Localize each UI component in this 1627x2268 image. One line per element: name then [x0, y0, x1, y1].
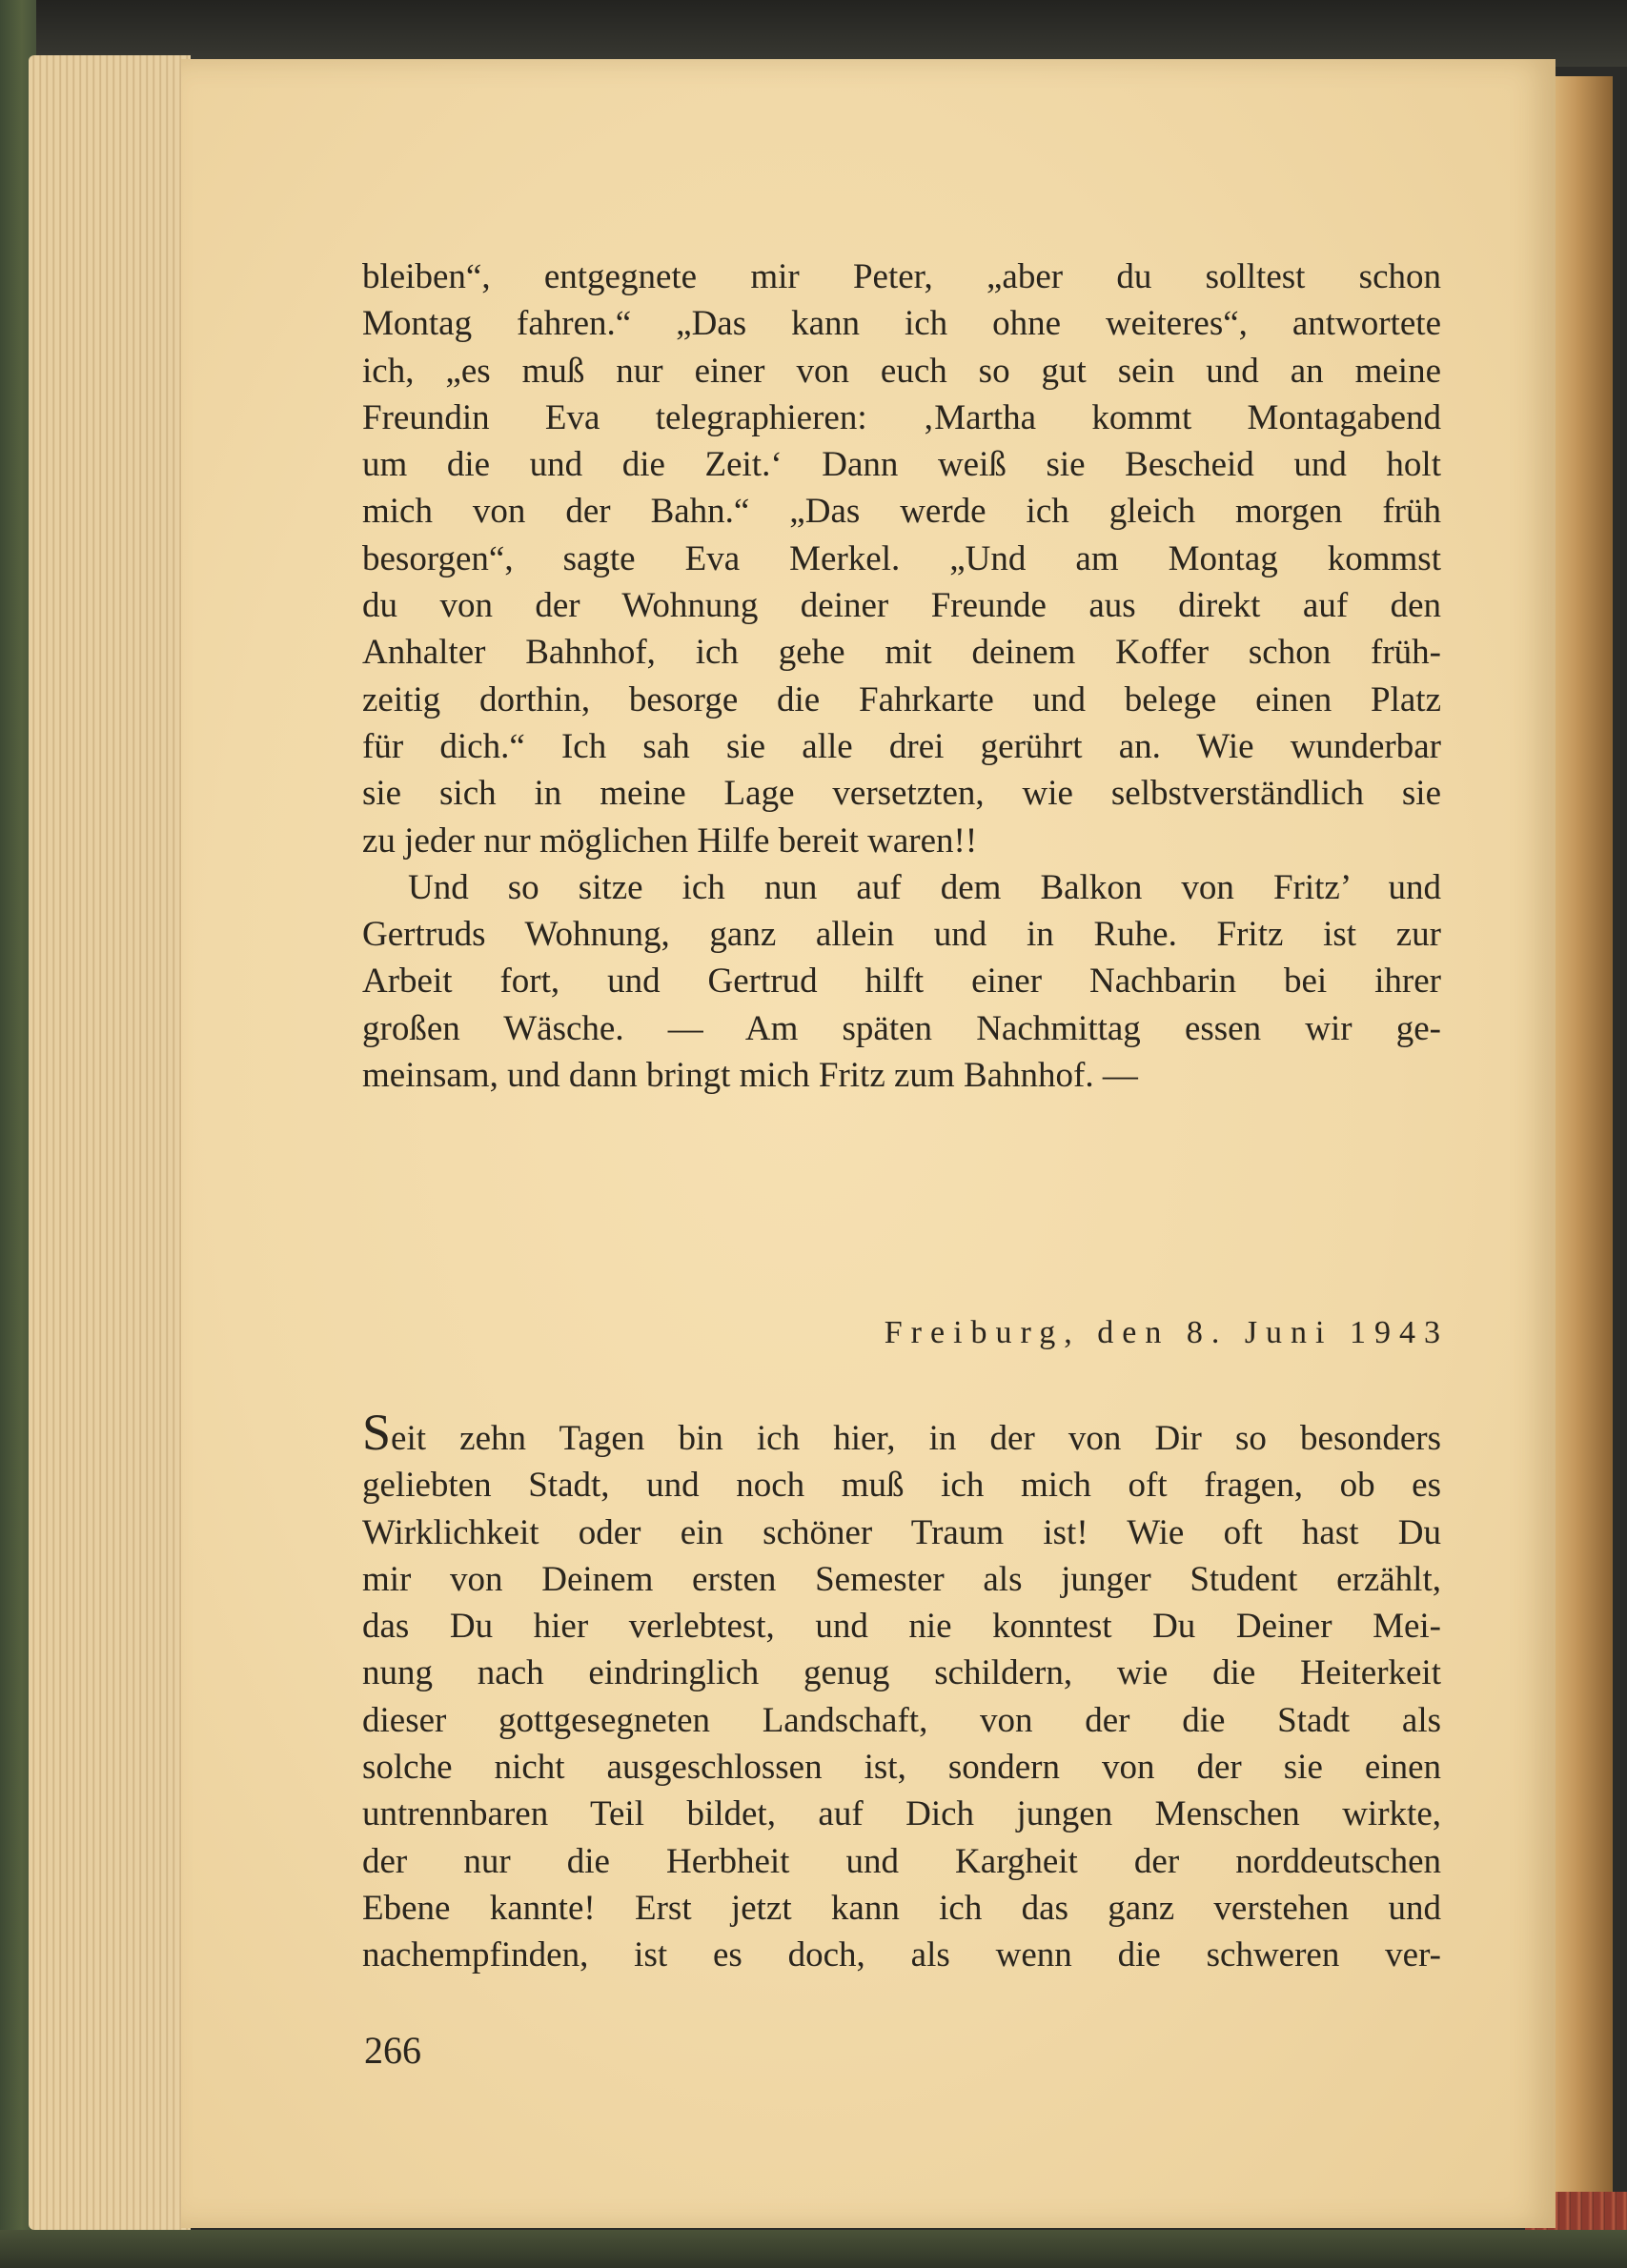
drop-capital: S: [362, 1404, 392, 1461]
text-line: meinsam, und dann bringt mich Fritz zum Bahnhof. —: [362, 1056, 1138, 1096]
text-line: solche nicht ausgeschlossen ist, sondern von der sie einen: [362, 1748, 1441, 1788]
text-line: sie sich in meine Lage versetzten, wie selbstverständlich sie: [362, 774, 1441, 814]
book-cover-top: [0, 0, 1627, 67]
text-line: mich von der Bahn.“ „Das werde ich gleich morgen früh: [362, 492, 1441, 532]
text-line-rest: eit zehn Tagen bin ich hier, in der von Dir so besonders: [391, 1419, 1441, 1458]
text-line: geliebten Stadt, und noch muß ich mich oft fragen, ob es: [362, 1466, 1441, 1506]
text-line: Freundin Eva telegraphieren: ‚Martha kommt Montagabend: [362, 397, 1441, 437]
text-line: Arbeit fort, und Gertrud hilft einer Nachbarin bei ihrer: [362, 962, 1441, 1002]
text-line: dieser gottgesegneten Landschaft, von der die Stadt als: [362, 1700, 1441, 1740]
paragraph-letter-continuation: [362, 253, 1441, 1099]
page-number: 266: [364, 2029, 421, 2072]
paragraph-new-letter: [362, 1404, 1441, 1979]
text-line: du von der Wohnung deiner Freunde aus direkt auf den: [362, 586, 1441, 626]
text-line: um die und die Zeit.‘ Dann weiß sie Bescheid und holt: [362, 445, 1441, 485]
text-line: der nur die Herbheit und Kargheit der norddeutschen: [362, 1841, 1441, 1881]
text-line: zeitig dorthin, besorge die Fahrkarte und belege einen Platz: [362, 679, 1441, 719]
text-line: mir von Deinem ersten Semester als junger Student erzählt,: [362, 1559, 1441, 1599]
text-line-first: [362, 1404, 1441, 1462]
text-line: das Du hier verlebtest, und nie konntest Du Deiner Mei-: [362, 1607, 1441, 1647]
text-line: besorgen“, sagte Eva Merkel. „Und am Montag kommst: [362, 538, 1441, 578]
text-line: zu jeder nur möglichen Hilfe bereit waren!!: [362, 820, 978, 861]
text-line: nung nach eindringlich genug schildern, wie die Heiterkeit: [362, 1653, 1441, 1693]
text-line: nachempfinden, ist es doch, als wenn die schweren ver-: [362, 1935, 1441, 1975]
text-line: Gertruds Wohnung, ganz allein und in Ruhe. Fritz ist zur: [362, 915, 1441, 955]
text-line: für dich.“ Ich sah sie alle drei gerührt an. Wie wunderbar: [362, 726, 1441, 766]
book-cover-bottom: [0, 2230, 1627, 2268]
text-line: großen Wäsche. — Am späten Nachmittag essen wir ge-: [362, 1008, 1441, 1048]
text-line: Montag fahren.“ „Das kann ich ohne weiteres“, antwortete: [362, 304, 1441, 344]
text-line: untrennbaren Teil bildet, auf Dich jungen Menschen wirkte,: [362, 1794, 1441, 1834]
text-line: bleiben“, entgegnete mir Peter, „aber du solltest schon: [362, 257, 1441, 296]
page-edges-stack: [29, 55, 191, 2230]
text-line: Anhalter Bahnhof, ich gehe mit deinem Koffer schon früh-: [362, 633, 1441, 673]
text-line: Ebene kannte! Erst jetzt kann ich das ganz verstehen und: [362, 1888, 1441, 1928]
text-line: Wirklichkeit oder ein schöner Traum ist! Wie oft hast Du: [362, 1512, 1441, 1552]
facing-page-edge: [1554, 76, 1613, 2220]
letter-dateline: Freiburg, den 8. Juni 1943: [884, 1315, 1449, 1350]
text-line: ich, „es muß nur einer von euch so gut sein und an meine: [362, 351, 1441, 391]
text-line: Und so sitze ich nun auf dem Balkon von Fritz’ und: [408, 867, 1441, 907]
